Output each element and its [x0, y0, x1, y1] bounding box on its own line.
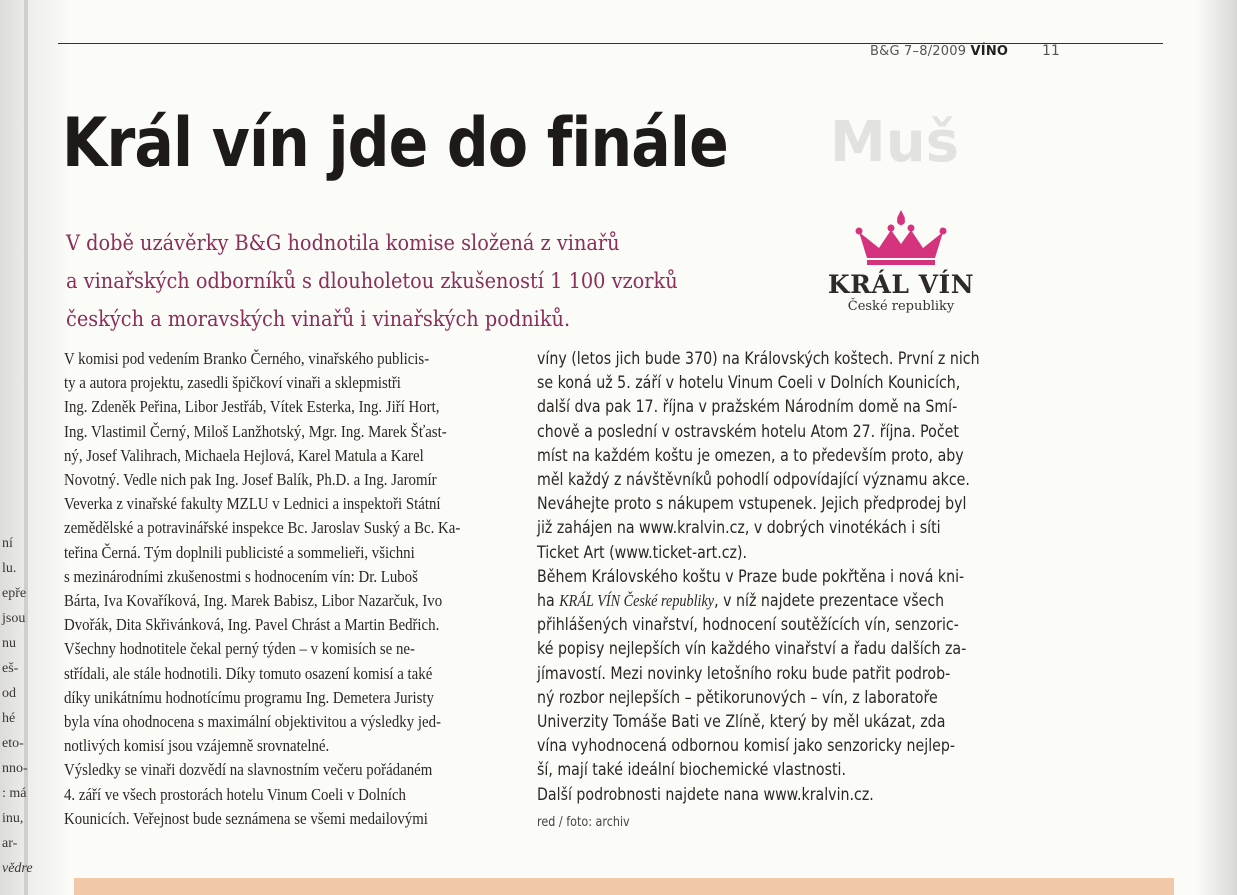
- margin-fragment: jsou: [2, 611, 26, 626]
- article-lead: [66, 224, 806, 338]
- text-line: Všechny hodnotitele čekal perný týden – v komisích se ne-: [64, 639, 415, 659]
- previous-page-margin: [0, 0, 70, 895]
- text-line: Ticket Art (www.ticket-art.cz).: [537, 542, 748, 562]
- text-line: se koná už 5. září v hotelu Vinum Coeli v Dolních Kounicích,: [537, 373, 961, 393]
- margin-fragment: epře: [2, 586, 27, 601]
- lead-line: V době uzávěrky B&G hodnotila komise složená z vinařů: [66, 231, 620, 255]
- text-line: notlivých komisí jsou vzájemně srovnatelné.: [64, 736, 330, 756]
- text-line: Dvořák, Dita Skřivánková, Ing. Pavel Chrást a Martin Bedřich.: [64, 615, 440, 635]
- article-headline: Král vín jde do finále: [62, 104, 728, 183]
- text-line: s mezinárodními zkušenostmi s hodnocením vín: Dr. Luboš: [64, 566, 418, 586]
- text-line: V komisi pod vedením Branko Černého, vinařského publicis-: [64, 349, 430, 368]
- margin-fragment: od: [2, 686, 16, 701]
- running-header: [870, 44, 1008, 59]
- text-line: ný, Josef Valihrach, Michaela Hejlová, Karel Matula a Karel: [64, 445, 424, 465]
- text-line: Další podrobnosti najdete nana www.kralvin.cz.: [537, 784, 874, 804]
- text-line: Univerzity Tomáše Bati ve Zlíně, který by měl ukázat, zda: [537, 712, 946, 732]
- margin-fragment: eš-: [2, 661, 19, 676]
- text-line: Novotný. Vedle nich pak Ing. Josef Balík, Ph.D. a Ing. Jaromír: [64, 470, 437, 490]
- text-line: Výsledky se vinaři dozvědí na slavnostním večeru pořádaném: [64, 760, 433, 780]
- footer-color-band: [74, 878, 1174, 895]
- margin-fragment: lu.: [2, 561, 17, 576]
- article-column-right: [537, 347, 1052, 835]
- logo-title: KRÁL VÍN: [827, 270, 975, 299]
- text-line: další dva pak 17. října v pražském Národním domě na Smí-: [537, 397, 958, 417]
- text-line: byla vína ohodnocena s maximální objektivitou a výsledky jed-: [64, 712, 441, 732]
- issue-label: B&G 7–8/2009: [870, 44, 967, 59]
- text-line: vína vyhodnocená odbornou komisí jako senzoricky nejlep-: [537, 736, 956, 756]
- margin-fragment: ar-: [2, 836, 18, 851]
- margin-fragment: inu,: [2, 811, 24, 826]
- logo-subtitle: České republiky: [847, 299, 955, 314]
- show-through-next-page: Muš: [830, 110, 959, 175]
- text-line: víny (letos jich bude 370) na Královských koštech. První z nich: [537, 349, 980, 368]
- text-line: ný rozbor nejlepších – pětikorunových – vín, z laboratoře: [537, 687, 938, 707]
- text-line: již zahájen na www.kralvin.cz, v dobrých vinotékách i síti: [537, 518, 941, 538]
- text-line: teřina Černá. Tým doplnili publicisté a sommelieři, všichni: [64, 542, 415, 562]
- text-line: Veverka z vinařské fakulty MZLU v Lednici a inspektoři Státní: [64, 494, 441, 514]
- margin-fragment: nno-: [2, 761, 28, 776]
- page-edge: [1197, 0, 1237, 895]
- margin-fragment: : má: [2, 786, 27, 801]
- article-column-left: [64, 347, 504, 831]
- text-line: Kounicích. Veřejnost bude seznámena se všemi medailovými: [64, 808, 428, 828]
- text-line: díky unikátnímu hodnotícímu programu Ing. Demetera Juristy: [64, 687, 434, 707]
- text-line: ha KRÁL VÍN České republiky, v níž najdete prezentace všech: [537, 591, 945, 611]
- page-number: 11: [1042, 43, 1060, 59]
- margin-fragment: hé: [2, 711, 16, 726]
- crown-icon: [851, 208, 951, 268]
- text-line: Neváhejte proto s nákupem vstupenek. Jejich předprodej byl: [537, 494, 967, 514]
- text-line: střídali, ale stále hodnotili. Díky tomuto osazení komisí a také: [64, 663, 433, 683]
- text-line: Ing. Vlastimil Černý, Miloš Lanžhotský, Mgr. Ing. Marek Šťast-: [64, 421, 447, 441]
- text-line: Během Královského koštu v Praze bude pokřtěna i nová kni-: [537, 566, 965, 586]
- lead-line: a vinařských odborníků s dlouholetou zkušeností 1 100 vzorků: [66, 269, 678, 293]
- text-line: měl každý z návštěvníků pohodlí odpovídající významu akce.: [537, 470, 970, 490]
- text-line: přihlášených vinařství, hodnocení soutěžících vín, senzoric-: [537, 615, 959, 635]
- margin-fragment: nu: [2, 636, 16, 651]
- margin-fragment: vědre: [2, 861, 33, 876]
- text-line: ty a autora projektu, zasedli špičkoví vinaři a sklepmistři: [64, 373, 401, 393]
- kral-vin-logo: [826, 208, 976, 314]
- text-line: zemědělské a potravinářské inspekce Bc. Jaroslav Suský a Bc. Ka-: [64, 518, 461, 538]
- text-line: 4. září ve všech prostorách hotelu Vinum Coeli v Dolních: [64, 784, 406, 804]
- text-line: ké popisy nejlepších vín každého vinařství a řadu dalších za-: [537, 639, 967, 659]
- text-line: ší, mají také ideální biochemické vlastnosti.: [537, 760, 847, 780]
- section-label: VÍNO: [970, 44, 1009, 59]
- margin-fragment: ní: [2, 536, 13, 551]
- margin-fragment: eto-: [2, 736, 24, 751]
- text-line: jímavostí. Mezi novinky letošního roku bude patřit podrob-: [537, 663, 951, 683]
- text-line: Ing. Zdeněk Peřina, Libor Jestřáb, Vítek Esterka, Ing. Jiří Hort,: [64, 397, 440, 417]
- text-line: Bárta, Iva Kovaříková, Ing. Marek Babisz, Libor Nazarčuk, Ivo: [64, 591, 443, 611]
- text-line: míst na každém koštu je omezen, a to především proto, aby: [537, 445, 964, 465]
- lead-line: českých a moravských vinařů i vinařských podniků.: [66, 307, 571, 331]
- text-line: chově a poslední v ostravském hotelu Atom 27. října. Počet: [537, 421, 959, 441]
- photo-credit: red / foto: archiv: [537, 814, 630, 830]
- book-title: KRÁL VÍN České republiky: [559, 591, 715, 611]
